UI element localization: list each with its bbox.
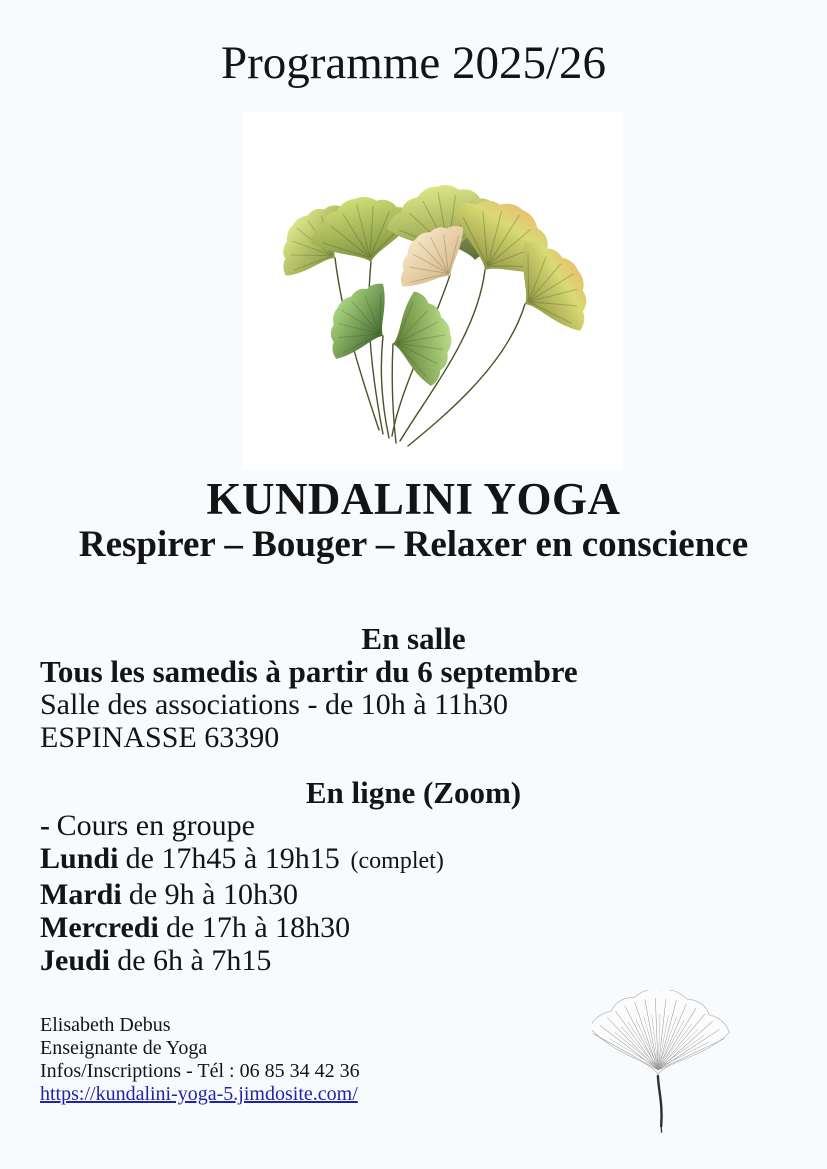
class-row-wednesday [40, 911, 787, 944]
class-time: de 17h à 18h30 [166, 911, 351, 944]
sub-heading: Respirer – Bouger – Relaxer en conscience [78, 524, 749, 565]
in-person-city: ESPINASSE 63390 [40, 721, 280, 754]
online-bullet [40, 809, 787, 842]
teacher-role: Enseignante de Yoga [40, 1037, 208, 1059]
class-row-tuesday [40, 878, 787, 911]
main-illustration-frame [243, 112, 623, 470]
ginkgo-lineart-icon [592, 990, 732, 1136]
class-day: Mercredi [40, 911, 159, 944]
ginkgo-bouquet-icon [243, 112, 623, 470]
teacher-name: Elisabeth Debus [40, 1014, 171, 1036]
section-online [40, 776, 787, 977]
contact-phone: Infos/Inscriptions - Tél : 06 85 34 42 36 [40, 1060, 360, 1082]
class-time: de 9h à 10h30 [128, 878, 298, 911]
class-day: Lundi [40, 842, 119, 875]
online-heading: En ligne (Zoom) [305, 775, 522, 810]
main-heading: KUNDALINI YOGA [206, 474, 621, 524]
in-person-heading: En salle [361, 621, 466, 656]
class-row-thursday [40, 944, 787, 977]
class-row-monday [40, 842, 787, 878]
class-note: (complet) [350, 848, 444, 874]
in-person-schedule: Tous les samedis à partir du 6 septembre [40, 654, 578, 689]
in-person-venue: Salle des associations - de 10h à 11h30 [40, 688, 508, 721]
class-day: Jeudi [40, 944, 111, 977]
footer-illustration-frame [592, 990, 732, 1136]
class-day: Mardi [40, 878, 122, 911]
page-title: Programme 2025/26 [220, 37, 607, 89]
section-in-person [40, 622, 787, 754]
class-time: de 17h45 à 19h15 [125, 842, 340, 875]
footer-contact [40, 1014, 360, 1106]
class-time: de 6h à 7h15 [117, 944, 272, 977]
bullet-label: Cours en groupe [56, 809, 255, 842]
website-link[interactable]: https://kundalini-yoga-5.jimdosite.com/ [40, 1083, 358, 1105]
bullet-dash: - [40, 809, 50, 842]
